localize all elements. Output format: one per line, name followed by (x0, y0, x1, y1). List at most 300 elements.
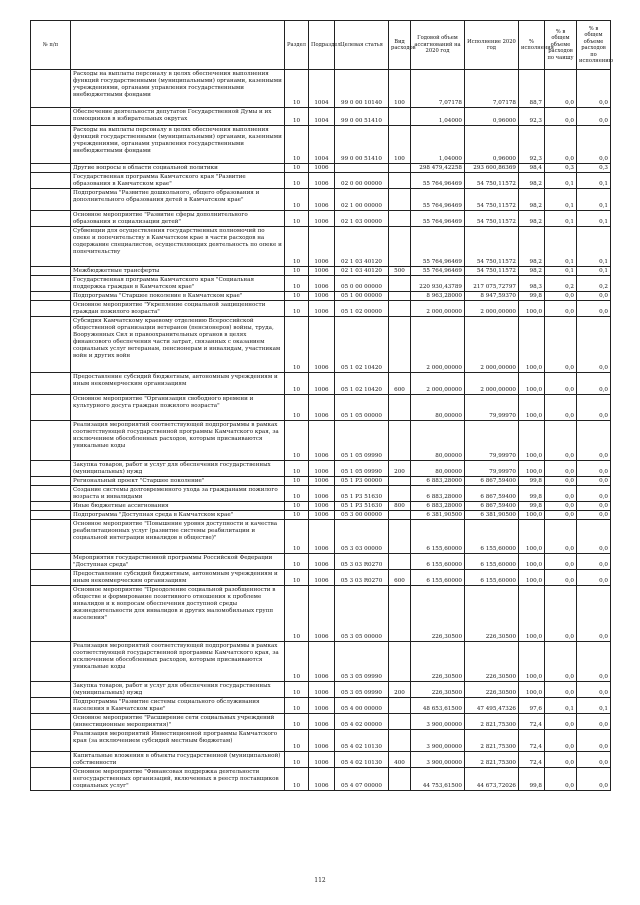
row-share-total-cell: 0,0 (545, 476, 577, 485)
row-share-total-cell: 0,0 (545, 641, 577, 681)
row-share-exec-cell: 0,1 (577, 226, 611, 266)
row-num-cell (31, 291, 71, 300)
row-num-cell (31, 164, 71, 173)
row-name-cell: Региональный проект "Старшее поколение" (71, 476, 285, 485)
row-name-cell: Закупка товаров, работ и услуг для обеспечения государственных (муниципальных) нужд (71, 681, 285, 697)
row-target-cell: 05 3 05 09990 (335, 681, 389, 697)
row-num-cell (31, 485, 71, 501)
row-exec-cell: 226,30500 (465, 585, 519, 641)
table-row (31, 485, 611, 501)
row-pct-cell: 99,8 (519, 476, 545, 485)
row-exec-cell: 6 155,60000 (465, 569, 519, 585)
row-pct-cell: 98,2 (519, 188, 545, 210)
row-exec-cell: 6 155,60000 (465, 519, 519, 553)
table-row (31, 697, 611, 713)
row-subsection-cell: 1004 (309, 70, 335, 108)
row-target-cell: 02 1 03 00000 (335, 210, 389, 226)
row-share-total-cell: 0,0 (545, 485, 577, 501)
row-subsection-cell: 1006 (309, 188, 335, 210)
row-pct-cell: 100,0 (519, 519, 545, 553)
row-type-cell (389, 713, 411, 729)
row-target-cell: 05 4 00 00000 (335, 697, 389, 713)
table-row (31, 519, 611, 553)
row-plan-cell: 226,30500 (411, 641, 465, 681)
row-num-cell (31, 681, 71, 697)
row-share-total-cell: 0,0 (545, 372, 577, 394)
row-section-cell: 10 (285, 226, 309, 266)
table-row (31, 585, 611, 641)
table-row (31, 226, 611, 266)
row-type-cell (389, 316, 411, 372)
row-share-total-cell: 0,0 (545, 767, 577, 790)
row-subsection-cell: 1006 (309, 510, 335, 519)
row-target-cell: 05 1 05 09990 (335, 420, 389, 460)
row-type-cell (389, 420, 411, 460)
row-type-cell (389, 291, 411, 300)
row-subsection-cell: 1006 (309, 172, 335, 188)
row-exec-cell: 2 000,00000 (465, 300, 519, 316)
row-pct-cell: 98,3 (519, 275, 545, 291)
row-share-total-cell: 0,0 (545, 681, 577, 697)
row-share-exec-cell: 0,0 (577, 316, 611, 372)
row-target-cell: 05 3 00 00000 (335, 510, 389, 519)
row-pct-cell: 98,2 (519, 266, 545, 275)
row-plan-cell: 7,07178 (411, 70, 465, 108)
row-name-cell: Подпрограмма "Развитие дошкольного, общего образования и дополнительного образования детей в Камчатском крае" (71, 188, 285, 210)
row-subsection-cell: 1006 (309, 569, 335, 585)
header-num: № п/п (31, 21, 71, 70)
row-subsection-cell: 1006 (309, 394, 335, 420)
row-share-total-cell: 0,0 (545, 553, 577, 569)
table-row (31, 266, 611, 275)
row-share-total-cell: 0,0 (545, 300, 577, 316)
table-row (31, 108, 611, 126)
row-subsection-cell: 1006 (309, 291, 335, 300)
row-subsection-cell: 1006 (309, 697, 335, 713)
row-target-cell (335, 164, 389, 173)
row-exec-cell: 44 673,72026 (465, 767, 519, 790)
row-num-cell (31, 476, 71, 485)
row-num-cell (31, 70, 71, 108)
row-num-cell (31, 266, 71, 275)
row-share-exec-cell: 0,0 (577, 569, 611, 585)
table-row (31, 70, 611, 108)
row-share-exec-cell: 0,0 (577, 126, 611, 164)
row-plan-cell: 3 900,00000 (411, 729, 465, 751)
header-target: Целевая статья (335, 21, 389, 70)
row-name-cell: Основное мероприятие "Развитие сферы дополнительного образования и социализации детей" (71, 210, 285, 226)
row-num-cell (31, 372, 71, 394)
row-subsection-cell: 1006 (309, 519, 335, 553)
row-share-exec-cell: 0,0 (577, 476, 611, 485)
row-subsection-cell: 1004 (309, 108, 335, 126)
row-type-cell (389, 510, 411, 519)
row-subsection-cell: 1006 (309, 226, 335, 266)
row-target-cell: 02 1 03 40120 (335, 266, 389, 275)
row-target-cell: 02 1 00 00000 (335, 188, 389, 210)
header-share-exec: % в общем объеме расходов по исполнению (577, 21, 611, 70)
row-share-total-cell: 0,0 (545, 460, 577, 476)
row-section-cell: 10 (285, 729, 309, 751)
row-section-cell: 10 (285, 751, 309, 767)
row-section-cell: 10 (285, 210, 309, 226)
row-num-cell (31, 460, 71, 476)
row-name-cell: Реализация мероприятий соответствующей подпрограммы в рамках соответствующей государственной программы Камчатского края, за исключением обособленных расходов, которым присваиваются уникальные коды (71, 641, 285, 681)
row-num-cell (31, 569, 71, 585)
row-type-cell: 800 (389, 501, 411, 510)
header-plan: Годовой объем ассигнований на 2020 год (411, 21, 465, 70)
row-section-cell: 10 (285, 394, 309, 420)
row-section-cell: 10 (285, 70, 309, 108)
row-target-cell: 05 1 P3 51630 (335, 501, 389, 510)
row-share-total-cell: 0,0 (545, 126, 577, 164)
row-pct-cell: 100,0 (519, 553, 545, 569)
row-name-cell: Другие вопросы в области социальной политики (71, 164, 285, 173)
row-type-cell: 100 (389, 70, 411, 108)
row-section-cell: 10 (285, 300, 309, 316)
row-plan-cell: 2 000,00000 (411, 372, 465, 394)
row-target-cell: 05 4 07 00000 (335, 767, 389, 790)
row-target-cell: 99 0 00 51410 (335, 126, 389, 164)
table-row (31, 569, 611, 585)
row-plan-cell: 3 900,00000 (411, 713, 465, 729)
row-section-cell: 10 (285, 697, 309, 713)
row-subsection-cell: 1006 (309, 316, 335, 372)
row-plan-cell: 226,30500 (411, 585, 465, 641)
budget-execution-table (30, 20, 614, 791)
row-share-exec-cell: 0,0 (577, 751, 611, 767)
row-share-total-cell: 0,0 (545, 108, 577, 126)
row-share-total-cell: 0,0 (545, 510, 577, 519)
row-share-exec-cell: 0,0 (577, 291, 611, 300)
row-share-exec-cell: 0,0 (577, 372, 611, 394)
row-exec-cell: 79,99970 (465, 394, 519, 420)
table-row (31, 275, 611, 291)
row-num-cell (31, 729, 71, 751)
row-plan-cell: 6 155,60000 (411, 519, 465, 553)
row-plan-cell: 8 963,28000 (411, 291, 465, 300)
row-name-cell: Основное мероприятие "Финансовая поддержка деятельности негосударственных организаций, включенных в реестр поставщиков социальных услуг" (71, 767, 285, 790)
row-exec-cell: 54 750,11572 (465, 266, 519, 275)
row-target-cell: 05 4 02 10130 (335, 729, 389, 751)
row-exec-cell: 6 867,59400 (465, 476, 519, 485)
row-plan-cell: 220 930,43789 (411, 275, 465, 291)
row-target-cell: 05 3 03 R0270 (335, 569, 389, 585)
row-name-cell: Основное мероприятие "Преодоление социальной разобщенности в обществе и формирование позитивного отношения к проблеме инвалидов и к вопросам обеспечения доступной среды жизнедеятельности для инвалидов и других маломобильных групп населения" (71, 585, 285, 641)
row-section-cell: 10 (285, 681, 309, 697)
row-pct-cell: 100,0 (519, 420, 545, 460)
row-type-cell (389, 641, 411, 681)
row-subsection-cell: 1006 (309, 501, 335, 510)
row-type-cell: 200 (389, 681, 411, 697)
row-section-cell: 10 (285, 291, 309, 300)
table-row (31, 460, 611, 476)
row-num-cell (31, 585, 71, 641)
row-share-total-cell: 0,0 (545, 713, 577, 729)
row-type-cell (389, 188, 411, 210)
row-subsection-cell: 1006 (309, 460, 335, 476)
table-row (31, 553, 611, 569)
row-subsection-cell: 1006 (309, 372, 335, 394)
row-plan-cell: 3 900,00000 (411, 751, 465, 767)
row-num-cell (31, 172, 71, 188)
row-section-cell: 10 (285, 126, 309, 164)
row-share-exec-cell: 0,0 (577, 713, 611, 729)
row-plan-cell: 226,30500 (411, 681, 465, 697)
row-target-cell: 05 4 02 10130 (335, 751, 389, 767)
row-target-cell: 05 1 P3 51630 (335, 485, 389, 501)
row-target-cell: 05 1 02 10420 (335, 316, 389, 372)
table-row (31, 751, 611, 767)
row-target-cell: 05 0 00 00000 (335, 275, 389, 291)
table-row (31, 316, 611, 372)
row-section-cell: 10 (285, 641, 309, 681)
row-share-total-cell: 0,0 (545, 420, 577, 460)
row-share-exec-cell: 0,1 (577, 172, 611, 188)
header-exp-type: Вид расходов (389, 21, 411, 70)
row-plan-cell: 1,04000 (411, 126, 465, 164)
table-row (31, 641, 611, 681)
row-type-cell (389, 519, 411, 553)
row-subsection-cell: 1006 (309, 210, 335, 226)
row-type-cell: 600 (389, 372, 411, 394)
row-subsection-cell: 1006 (309, 585, 335, 641)
row-share-total-cell: 0,0 (545, 585, 577, 641)
row-pct-cell: 99,8 (519, 501, 545, 510)
row-plan-cell: 6 155,60000 (411, 553, 465, 569)
row-exec-cell: 2 000,00000 (465, 316, 519, 372)
row-type-cell (389, 300, 411, 316)
row-share-total-cell: 0,0 (545, 569, 577, 585)
row-share-total-cell: 0,0 (545, 316, 577, 372)
row-subsection-cell: 1006 (309, 164, 335, 173)
row-plan-cell: 80,00000 (411, 394, 465, 420)
row-pct-cell: 97,6 (519, 697, 545, 713)
row-exec-cell: 6 381,90500 (465, 510, 519, 519)
table-row (31, 372, 611, 394)
row-share-exec-cell: 0,1 (577, 266, 611, 275)
row-pct-cell: 99,8 (519, 767, 545, 790)
row-exec-cell: 2 821,75300 (465, 713, 519, 729)
row-share-exec-cell: 0,0 (577, 585, 611, 641)
row-share-total-cell: 0,1 (545, 210, 577, 226)
table-row (31, 476, 611, 485)
row-subsection-cell: 1006 (309, 300, 335, 316)
row-section-cell: 10 (285, 460, 309, 476)
row-exec-cell: 47 495,47326 (465, 697, 519, 713)
row-type-cell (389, 585, 411, 641)
table-row (31, 126, 611, 164)
row-plan-cell: 55 764,96469 (411, 226, 465, 266)
row-plan-cell: 80,00000 (411, 420, 465, 460)
row-subsection-cell: 1006 (309, 420, 335, 460)
table-row (31, 501, 611, 510)
row-share-exec-cell: 0,0 (577, 519, 611, 553)
row-section-cell: 10 (285, 420, 309, 460)
row-name-cell: Субсидия Камчатскому краевому отделению Всероссийской общественной организации ветеранов (пенсионеров) войны, труда, Вооруженных Сил и правоохранительных органов в целях финансового обеспечения части затрат, связанных с оказанием социальных услуг ветеранам, пенсионерам и инвалидам, участникам войн и других войн (71, 316, 285, 372)
row-num-cell (31, 510, 71, 519)
row-section-cell: 10 (285, 266, 309, 275)
table-row (31, 420, 611, 460)
row-pct-cell: 100,0 (519, 569, 545, 585)
row-share-exec-cell: 0,0 (577, 641, 611, 681)
row-num-cell (31, 501, 71, 510)
table-row (31, 510, 611, 519)
row-pct-cell: 100,0 (519, 372, 545, 394)
table-row (31, 729, 611, 751)
row-exec-cell: 0,96000 (465, 108, 519, 126)
row-subsection-cell: 1006 (309, 553, 335, 569)
row-num-cell (31, 275, 71, 291)
row-target-cell: 05 1 00 00000 (335, 291, 389, 300)
row-pct-cell: 100,0 (519, 460, 545, 476)
row-name-cell: Реализация мероприятий Инвестиционной программы Камчатского края (за исключением субсидий местным бюджетам) (71, 729, 285, 751)
row-section-cell: 10 (285, 501, 309, 510)
row-type-cell: 100 (389, 126, 411, 164)
row-section-cell: 10 (285, 767, 309, 790)
row-pct-cell: 98,2 (519, 172, 545, 188)
row-section-cell: 10 (285, 713, 309, 729)
row-target-cell: 05 1 02 10420 (335, 372, 389, 394)
page-number: 112 (314, 877, 326, 884)
row-pct-cell: 88,7 (519, 70, 545, 108)
row-name-cell: Иные бюджетные ассигнования (71, 501, 285, 510)
row-num-cell (31, 108, 71, 126)
row-name-cell: Основное мероприятие "Укрепление социальной защищенности граждан пожилого возраста" (71, 300, 285, 316)
row-target-cell: 05 3 05 00000 (335, 585, 389, 641)
row-share-exec-cell: 0,1 (577, 210, 611, 226)
row-target-cell: 05 1 P3 00000 (335, 476, 389, 485)
row-share-total-cell: 0,2 (545, 275, 577, 291)
row-exec-cell: 226,30500 (465, 641, 519, 681)
row-name-cell: Государственная программа Камчатского края "Развитие образования в Камчатском крае" (71, 172, 285, 188)
row-plan-cell: 6 883,28000 (411, 476, 465, 485)
row-target-cell: 02 0 00 00000 (335, 172, 389, 188)
table-row (31, 188, 611, 210)
row-share-exec-cell: 0,0 (577, 485, 611, 501)
row-subsection-cell: 1006 (309, 681, 335, 697)
row-pct-cell: 99,8 (519, 485, 545, 501)
row-exec-cell: 54 750,11572 (465, 226, 519, 266)
row-pct-cell: 100,0 (519, 585, 545, 641)
row-num-cell (31, 210, 71, 226)
row-num-cell (31, 553, 71, 569)
row-section-cell: 10 (285, 585, 309, 641)
row-pct-cell: 100,0 (519, 316, 545, 372)
row-plan-cell: 44 753,61500 (411, 767, 465, 790)
row-section-cell: 10 (285, 476, 309, 485)
row-exec-cell: 54 750,11572 (465, 172, 519, 188)
row-plan-cell: 48 653,61500 (411, 697, 465, 713)
row-target-cell: 05 1 02 00000 (335, 300, 389, 316)
row-target-cell: 05 3 05 09990 (335, 641, 389, 681)
header-name (71, 21, 285, 70)
row-num-cell (31, 641, 71, 681)
row-share-total-cell: 0,0 (545, 394, 577, 420)
row-section-cell: 10 (285, 519, 309, 553)
row-section-cell: 10 (285, 188, 309, 210)
row-section-cell: 10 (285, 510, 309, 519)
row-pct-cell: 72,4 (519, 751, 545, 767)
row-share-total-cell: 0,0 (545, 751, 577, 767)
row-section-cell: 10 (285, 108, 309, 126)
row-type-cell (389, 476, 411, 485)
row-num-cell (31, 751, 71, 767)
row-target-cell: 02 1 03 40120 (335, 226, 389, 266)
row-type-cell (389, 485, 411, 501)
row-section-cell: 10 (285, 172, 309, 188)
row-num-cell (31, 420, 71, 460)
row-plan-cell: 6 883,28000 (411, 501, 465, 510)
row-section-cell: 10 (285, 569, 309, 585)
table-body (31, 70, 611, 791)
row-name-cell: Субвенции для осуществления государственных полномочий по опеке и попечительству в Камчатском крае в части расходов на содержание специалистов, осуществляющих деятельность по опеке и попечительству (71, 226, 285, 266)
header-section: Раздел (285, 21, 309, 70)
row-name-cell: Закупка товаров, работ и услуг для обеспечения государственных (муниципальных) нужд (71, 460, 285, 476)
table-row (31, 291, 611, 300)
row-exec-cell: 6 867,59400 (465, 501, 519, 510)
row-name-cell: Создание системы долговременного ухода за гражданами пожилого возраста и инвалидами (71, 485, 285, 501)
row-exec-cell: 0,96000 (465, 126, 519, 164)
row-exec-cell: 226,30500 (465, 681, 519, 697)
row-share-total-cell: 0,1 (545, 172, 577, 188)
row-exec-cell: 293 600,86369 (465, 164, 519, 173)
row-type-cell (389, 108, 411, 126)
row-type-cell: 400 (389, 751, 411, 767)
row-share-total-cell: 0,0 (545, 70, 577, 108)
header-subsection: Подраздел (309, 21, 335, 70)
row-exec-cell: 6 155,60000 (465, 553, 519, 569)
row-plan-cell: 6 381,90500 (411, 510, 465, 519)
row-pct-cell: 98,2 (519, 210, 545, 226)
row-num-cell (31, 316, 71, 372)
row-section-cell: 10 (285, 372, 309, 394)
row-name-cell: Основное мероприятие "Организация свободного времени и культурного досуга граждан пожилого возраста" (71, 394, 285, 420)
row-name-cell: Капитальные вложения в объекты государственной (муниципальной) собственности (71, 751, 285, 767)
row-share-exec-cell: 0,0 (577, 394, 611, 420)
row-exec-cell: 2 821,75300 (465, 751, 519, 767)
row-type-cell (389, 553, 411, 569)
row-share-total-cell: 0,0 (545, 729, 577, 751)
row-type-cell (389, 697, 411, 713)
row-num-cell (31, 713, 71, 729)
row-share-total-cell: 0,1 (545, 226, 577, 266)
row-share-total-cell: 0,1 (545, 188, 577, 210)
row-name-cell: Основное мероприятие "Расширение сети социальных учреждений (инвестиционные мероприятия)" (71, 713, 285, 729)
row-exec-cell: 79,99970 (465, 460, 519, 476)
header-exec: Исполнение 2020 год (465, 21, 519, 70)
row-exec-cell: 7,07178 (465, 70, 519, 108)
row-num-cell (31, 767, 71, 790)
row-name-cell: Предоставление субсидий бюджетным, автономным учреждениям и иным некоммерческим организациям (71, 569, 285, 585)
row-type-cell (389, 226, 411, 266)
row-type-cell (389, 394, 411, 420)
row-share-exec-cell: 0,2 (577, 275, 611, 291)
row-plan-cell: 55 764,96469 (411, 266, 465, 275)
row-pct-cell: 92,3 (519, 108, 545, 126)
row-pct-cell: 100,0 (519, 394, 545, 420)
row-share-exec-cell: 0,0 (577, 70, 611, 108)
row-section-cell: 10 (285, 164, 309, 173)
row-num-cell (31, 697, 71, 713)
row-pct-cell: 72,4 (519, 713, 545, 729)
row-target-cell: 05 1 05 00000 (335, 394, 389, 420)
row-target-cell: 05 3 03 00000 (335, 519, 389, 553)
row-num-cell (31, 394, 71, 420)
table-row (31, 394, 611, 420)
row-type-cell: 200 (389, 460, 411, 476)
row-share-exec-cell: 0,0 (577, 420, 611, 460)
